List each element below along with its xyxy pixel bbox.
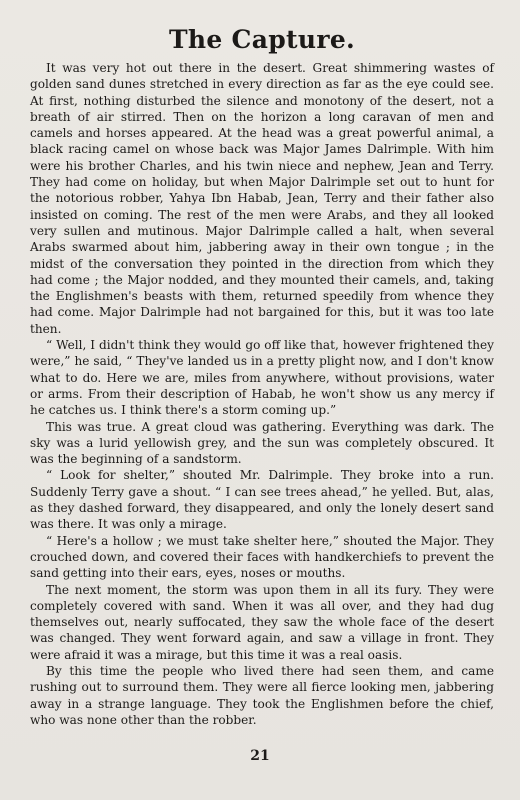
chapter-title: The Capture. [168,25,356,54]
paragraph: “ Look for shelter,” shouted Mr. Dalrimple. They broke into a run. Suddenly Terry gave a shout. “ I can see trees ahead,” he yelled. But, alas, as they dashed forward, they disappeared, and only the lonely desert sand was there. It was only a mirage. [30,468,494,532]
paragraph: “ Well, I didn't think they would go off like that, however frightened they were,” he said, “ They've landed us in a pretty plight now, and I don't know what to do. Here we are, miles from anywhere, without provisions, water or arms. From their description of Habab, he won't show us any mercy if he catches us. I think there's a storm coming up.” [30,338,494,418]
paragraph: This was true. A great cloud was gathering. Everything was dark. The sky was a lurid yellowish grey, and the sun was completely obscured. It was the beginning of a sandstorm. [30,419,494,467]
paragraph: It was very hot out there in the desert. Great shimmering wastes of golden sand dunes stretched in every direction as far as the eye could see. At first, nothing disturbed the silence and monotony of the desert, not a breath of air stirred. Then on the horizon a long caravan of men and camels and horses appeared. At the head was a great powerful animal, a black racing camel on whose back was Major James Dalrimple. With him were his brother Charles, and his twin niece and nephew, Jean and Terry. They had come on holiday, but when Major Dalrimple set out to hunt for the notorious robber, Yahya Ibn Habab, Jean, Terry and their father also insisted on coming. The rest of the men were Arabs, and they all looked very sullen and mutinous. Major Dalrimple called a halt, when several Arabs swarmed about him, jabbering away in their own tongue ; in the midst of the conversation they pointed in the direction from which they had come ; the Major nodded, and they mounted their camels, and, taking the Englishmen's beasts with them, returned speedily from whence they had come. Major Dalrimple had not bargained for this, but it was too late then. [30,61,494,336]
paragraph: The next moment, the storm was upon them in all its fury. They were completely covered with sand. When it was all over, and they had dug themselves out, nearly suffocated, they saw the whole face of the desert was changed. They went forward again, and saw a village in front. They were afraid it was a mirage, but this time it was a real oasis. [30,582,494,662]
paragraph: By this time the people who lived there had seen them, and came rushing out to surround them. They were all fierce looking men, jabbering away in a strange language. They took the Englishmen before the chief, who was none other than the robber. [30,663,494,727]
page-number: 21 [250,748,270,764]
chapter-body [30,60,494,728]
paragraph: “ Here's a hollow ; we must take shelter here,” shouted the Major. They crouched down, and covered their faces with handkerchiefs to prevent the sand getting into their ears, eyes, noses or mouths. [30,533,494,581]
